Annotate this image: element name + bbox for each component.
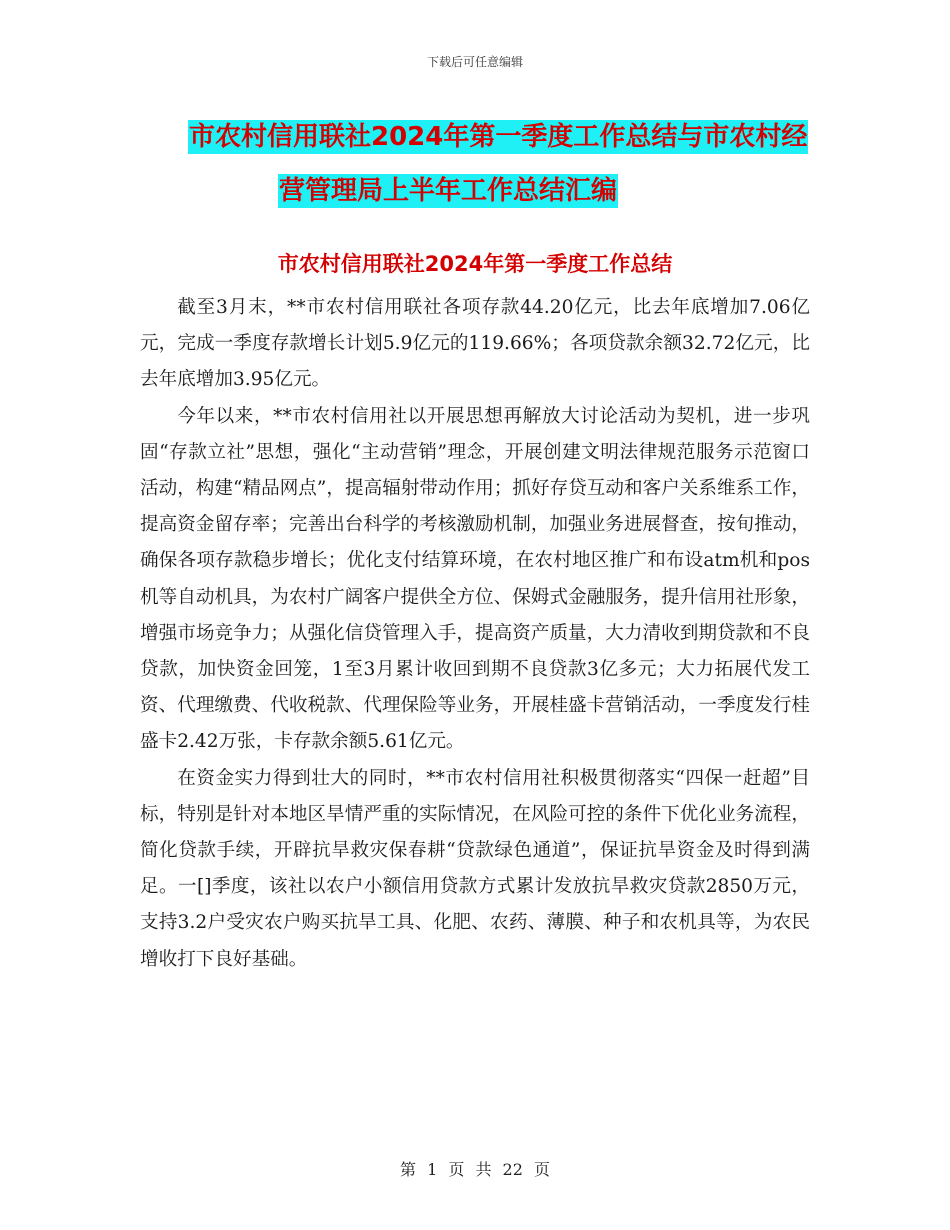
header-note: 下载后可任意编辑 xyxy=(426,55,523,69)
page-number: 第 1 页 共 22 页 xyxy=(400,1160,550,1179)
document-title-line-1: 市农村信用联社2024年第一季度工作总结与市农村经 xyxy=(189,122,808,152)
paragraph: 截至3月末，**市农村信用联社各项存款44.20亿元，比去年底增加7.06亿元，完成一季度存款增长计划5.9亿元的119.66%；各项贷款余额32.72亿元，比去年底增加3.95亿元。 xyxy=(140,297,810,391)
section-title: 市农村信用联社2024年第一季度工作总结 xyxy=(277,252,673,276)
paragraph: 在资金实力得到壮大的同时，**市农村信用社积极贯彻落实“四保一赶超”目标，特别是针对本地区旱情严重的实际情况，在风险可控的条件下优化业务流程，简化贷款手续，开辟抗旱救灾保春耕“贷款绿色通道”，保证抗旱资金及时得到满足。一[]季度，该社以农户小额信用贷款方式累计发放抗旱救灾贷款2850万元，支持3.2户受灾农户购买抗旱工具、化肥、农药、薄膜、种子和农机具等，为农民增收打下良好基础。 xyxy=(140,767,810,970)
body-text xyxy=(140,290,810,978)
paragraph: 今年以来，**市农村信用社以开展思想再解放大讨论活动为契机，进一步巩固“存款立社”思想，强化“主动营销”理念，开展创建文明法律规范服务示范窗口活动，构建“精品网点”，提高辐射带动作用；抓好存贷互动和客户关系维系工作，提高资金留存率；完善出台科学的考核激励机制，加强业务进展督查，按旬推动，确保各项存款稳步增长；优化支付结算环境，在农村地区推广和布设atm机和pos机等自动机具，为农村广阔客户提供全方位、保姆式金融服务，提升信用社形象，增强市场竞争力；从强化信贷管理入手，提高资产质量，大力清收到期贷款和不良贷款，加快资金回笼，1至3月累计收回到期不良贷款3亿多元；大力拓展代发工资、代理缴费、代收税款、代理保险等业务，开展桂盛卡营销活动，一季度发行桂盛卡2.42万张，卡存款余额5.61亿元。 xyxy=(140,405,810,753)
document-title xyxy=(140,110,840,218)
document-title-line-2: 营管理局上半年工作总结汇编 xyxy=(279,176,618,206)
